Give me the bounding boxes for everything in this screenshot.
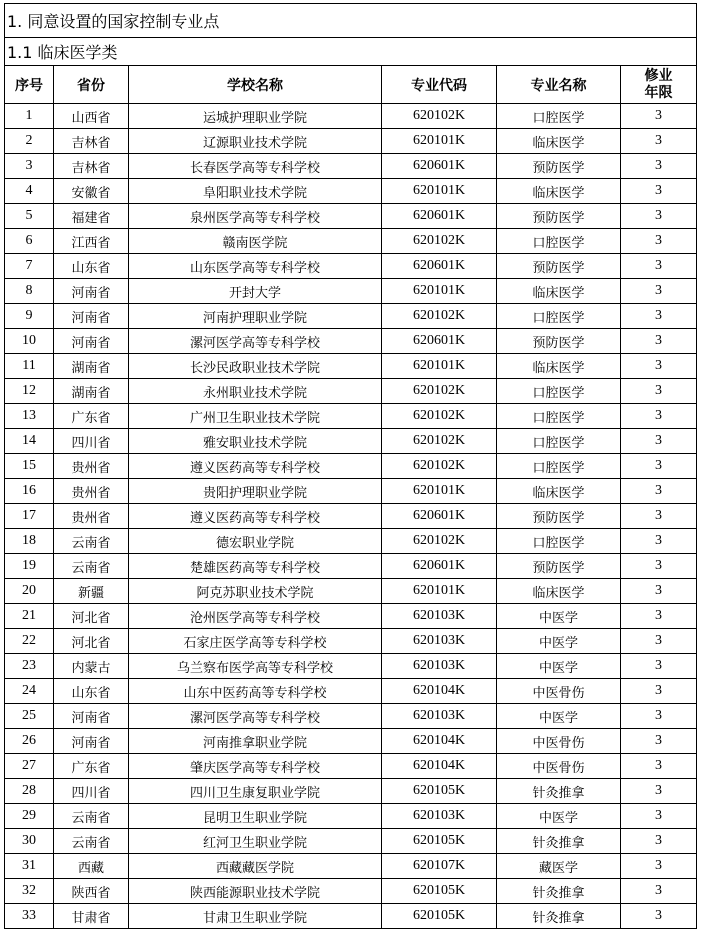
table-row — [5, 229, 697, 254]
cell-school: 阜阳职业技术学院 — [129, 179, 382, 204]
cell-province: 云南省 — [54, 804, 129, 829]
cell-major: 针灸推拿 — [497, 829, 621, 854]
table-row — [5, 429, 697, 454]
cell-school: 甘肃卫生职业学院 — [129, 904, 382, 929]
table-row — [5, 879, 697, 904]
cell-school: 山东医学高等专科学校 — [129, 254, 382, 279]
cell-code: 620103K — [382, 604, 497, 629]
cell-school: 四川卫生康复职业学院 — [129, 779, 382, 804]
table-row — [5, 629, 697, 654]
cell-major: 预防医学 — [497, 504, 621, 529]
cell-major: 中医骨伤 — [497, 679, 621, 704]
cell-code: 620102K — [382, 229, 497, 254]
cell-index: 33 — [5, 904, 54, 929]
cell-code: 620101K — [382, 579, 497, 604]
cell-years: 3 — [621, 204, 697, 229]
cell-years: 3 — [621, 529, 697, 554]
cell-code: 620101K — [382, 179, 497, 204]
cell-province: 西藏 — [54, 854, 129, 879]
cell-major: 口腔医学 — [497, 304, 621, 329]
cell-years: 3 — [621, 229, 697, 254]
cell-years: 3 — [621, 279, 697, 304]
header-major: 专业名称 — [497, 66, 621, 104]
cell-major: 临床医学 — [497, 179, 621, 204]
cell-province: 湖南省 — [54, 354, 129, 379]
cell-index: 22 — [5, 629, 54, 654]
table-row — [5, 179, 697, 204]
cell-index: 10 — [5, 329, 54, 354]
cell-province: 河南省 — [54, 729, 129, 754]
section-title-row — [5, 4, 697, 38]
cell-code: 620102K — [382, 104, 497, 129]
cell-major: 口腔医学 — [497, 404, 621, 429]
cell-major: 中医学 — [497, 704, 621, 729]
cell-code: 620102K — [382, 429, 497, 454]
cell-major: 临床医学 — [497, 279, 621, 304]
cell-major: 口腔医学 — [497, 454, 621, 479]
table-row — [5, 129, 697, 154]
table-row — [5, 904, 697, 929]
cell-province: 河北省 — [54, 629, 129, 654]
cell-school: 漯河医学高等专科学校 — [129, 329, 382, 354]
header-years-line1: 修业 — [644, 67, 673, 84]
cell-years: 3 — [621, 729, 697, 754]
cell-years: 3 — [621, 129, 697, 154]
cell-code: 620105K — [382, 879, 497, 904]
cell-major: 中医学 — [497, 604, 621, 629]
cell-code: 620103K — [382, 704, 497, 729]
cell-school: 泉州医学高等专科学校 — [129, 204, 382, 229]
table-row — [5, 304, 697, 329]
cell-school: 遵义医药高等专科学校 — [129, 454, 382, 479]
cell-school: 长春医学高等专科学校 — [129, 154, 382, 179]
cell-code: 620601K — [382, 154, 497, 179]
header-school: 学校名称 — [129, 66, 382, 104]
table-row — [5, 779, 697, 804]
cell-school: 德宏职业学院 — [129, 529, 382, 554]
cell-index: 16 — [5, 479, 54, 504]
cell-code: 620104K — [382, 754, 497, 779]
cell-school: 赣南医学院 — [129, 229, 382, 254]
cell-province: 广东省 — [54, 404, 129, 429]
cell-province: 福建省 — [54, 204, 129, 229]
table-row — [5, 754, 697, 779]
cell-school: 红河卫生职业学院 — [129, 829, 382, 854]
cell-major: 中医骨伤 — [497, 729, 621, 754]
cell-code: 620601K — [382, 329, 497, 354]
cell-school: 西藏藏医学院 — [129, 854, 382, 879]
cell-school: 贵阳护理职业学院 — [129, 479, 382, 504]
cell-index: 31 — [5, 854, 54, 879]
subsection-title-row — [5, 38, 697, 66]
header-code: 专业代码 — [382, 66, 497, 104]
table-row — [5, 329, 697, 354]
table-row — [5, 154, 697, 179]
cell-code: 620102K — [382, 379, 497, 404]
cell-code: 620601K — [382, 504, 497, 529]
cell-index: 19 — [5, 554, 54, 579]
cell-major: 临床医学 — [497, 354, 621, 379]
cell-code: 620105K — [382, 779, 497, 804]
cell-index: 11 — [5, 354, 54, 379]
cell-school: 石家庄医学高等专科学校 — [129, 629, 382, 654]
cell-school: 河南推拿职业学院 — [129, 729, 382, 754]
cell-years: 3 — [621, 254, 697, 279]
table-row — [5, 854, 697, 879]
cell-index: 28 — [5, 779, 54, 804]
cell-index: 9 — [5, 304, 54, 329]
cell-index: 12 — [5, 379, 54, 404]
cell-years: 3 — [621, 429, 697, 454]
table-row — [5, 704, 697, 729]
cell-major: 口腔医学 — [497, 429, 621, 454]
cell-major: 预防医学 — [497, 204, 621, 229]
cell-years: 3 — [621, 179, 697, 204]
cell-province: 山东省 — [54, 679, 129, 704]
cell-code: 620102K — [382, 404, 497, 429]
table-row — [5, 529, 697, 554]
cell-school: 陕西能源职业技术学院 — [129, 879, 382, 904]
cell-province: 河南省 — [54, 704, 129, 729]
cell-index: 14 — [5, 429, 54, 454]
cell-province: 湖南省 — [54, 379, 129, 404]
cell-years: 3 — [621, 679, 697, 704]
cell-major: 临床医学 — [497, 129, 621, 154]
cell-code: 620601K — [382, 554, 497, 579]
cell-province: 广东省 — [54, 754, 129, 779]
cell-major: 口腔医学 — [497, 229, 621, 254]
cell-index: 6 — [5, 229, 54, 254]
cell-years: 3 — [621, 329, 697, 354]
cell-index: 29 — [5, 804, 54, 829]
cell-major: 预防医学 — [497, 329, 621, 354]
table-row — [5, 404, 697, 429]
cell-school: 肇庆医学高等专科学校 — [129, 754, 382, 779]
cell-index: 30 — [5, 829, 54, 854]
cell-school: 辽源职业技术学院 — [129, 129, 382, 154]
cell-major: 藏医学 — [497, 854, 621, 879]
cell-years: 3 — [621, 879, 697, 904]
header-province: 省份 — [54, 66, 129, 104]
cell-years: 3 — [621, 779, 697, 804]
cell-code: 620101K — [382, 129, 497, 154]
cell-code: 620104K — [382, 729, 497, 754]
cell-code: 620103K — [382, 804, 497, 829]
cell-years: 3 — [621, 379, 697, 404]
cell-major: 中医骨伤 — [497, 754, 621, 779]
cell-years: 3 — [621, 854, 697, 879]
table-row — [5, 204, 697, 229]
cell-school: 阿克苏职业技术学院 — [129, 579, 382, 604]
cell-index: 5 — [5, 204, 54, 229]
program-table — [4, 3, 697, 929]
cell-code: 620101K — [382, 354, 497, 379]
cell-code: 620601K — [382, 254, 497, 279]
cell-major: 中医学 — [497, 629, 621, 654]
cell-years: 3 — [621, 354, 697, 379]
cell-province: 贵州省 — [54, 504, 129, 529]
cell-school: 沧州医学高等专科学校 — [129, 604, 382, 629]
cell-years: 3 — [621, 829, 697, 854]
cell-school: 运城护理职业学院 — [129, 104, 382, 129]
cell-province: 河南省 — [54, 329, 129, 354]
cell-index: 20 — [5, 579, 54, 604]
cell-major: 临床医学 — [497, 479, 621, 504]
cell-province: 江西省 — [54, 229, 129, 254]
cell-province: 新疆 — [54, 579, 129, 604]
table-row — [5, 104, 697, 129]
cell-index: 18 — [5, 529, 54, 554]
cell-major: 口腔医学 — [497, 529, 621, 554]
cell-major: 中医学 — [497, 804, 621, 829]
cell-province: 内蒙古 — [54, 654, 129, 679]
cell-code: 620103K — [382, 629, 497, 654]
cell-school: 广州卫生职业技术学院 — [129, 404, 382, 429]
cell-index: 1 — [5, 104, 54, 129]
cell-code: 620104K — [382, 679, 497, 704]
cell-school: 乌兰察布医学高等专科学校 — [129, 654, 382, 679]
cell-years: 3 — [621, 554, 697, 579]
header-years-line2: 年限 — [644, 84, 673, 101]
cell-province: 山西省 — [54, 104, 129, 129]
cell-province: 河南省 — [54, 279, 129, 304]
cell-major: 预防医学 — [497, 154, 621, 179]
cell-years: 3 — [621, 754, 697, 779]
table-row — [5, 654, 697, 679]
table-row — [5, 354, 697, 379]
table-row — [5, 729, 697, 754]
cell-school: 永州职业技术学院 — [129, 379, 382, 404]
cell-major: 口腔医学 — [497, 104, 621, 129]
table-row — [5, 454, 697, 479]
cell-years: 3 — [621, 629, 697, 654]
cell-index: 2 — [5, 129, 54, 154]
cell-school: 开封大学 — [129, 279, 382, 304]
cell-index: 25 — [5, 704, 54, 729]
cell-province: 安徽省 — [54, 179, 129, 204]
cell-index: 17 — [5, 504, 54, 529]
cell-code: 620601K — [382, 204, 497, 229]
cell-school: 山东中医药高等专科学校 — [129, 679, 382, 704]
cell-years: 3 — [621, 104, 697, 129]
cell-province: 吉林省 — [54, 154, 129, 179]
cell-index: 15 — [5, 454, 54, 479]
cell-code: 620103K — [382, 654, 497, 679]
cell-major: 预防医学 — [497, 254, 621, 279]
cell-code: 620101K — [382, 479, 497, 504]
cell-years: 3 — [621, 704, 697, 729]
cell-years: 3 — [621, 304, 697, 329]
cell-index: 21 — [5, 604, 54, 629]
cell-years: 3 — [621, 654, 697, 679]
cell-years: 3 — [621, 154, 697, 179]
table-row — [5, 829, 697, 854]
cell-index: 24 — [5, 679, 54, 704]
cell-index: 8 — [5, 279, 54, 304]
cell-school: 雅安职业技术学院 — [129, 429, 382, 454]
cell-province: 甘肃省 — [54, 904, 129, 929]
table-header-row — [5, 66, 697, 104]
cell-index: 3 — [5, 154, 54, 179]
cell-years: 3 — [621, 604, 697, 629]
cell-index: 32 — [5, 879, 54, 904]
cell-code: 620107K — [382, 854, 497, 879]
cell-province: 四川省 — [54, 779, 129, 804]
cell-province: 贵州省 — [54, 479, 129, 504]
cell-school: 昆明卫生职业学院 — [129, 804, 382, 829]
cell-index: 13 — [5, 404, 54, 429]
cell-index: 4 — [5, 179, 54, 204]
header-years — [621, 66, 697, 104]
table-row — [5, 554, 697, 579]
cell-school: 河南护理职业学院 — [129, 304, 382, 329]
cell-province: 云南省 — [54, 554, 129, 579]
cell-years: 3 — [621, 804, 697, 829]
document-page — [4, 3, 696, 929]
cell-major: 临床医学 — [497, 579, 621, 604]
table-row — [5, 504, 697, 529]
cell-years: 3 — [621, 579, 697, 604]
table-row — [5, 279, 697, 304]
cell-province: 吉林省 — [54, 129, 129, 154]
header-index: 序号 — [5, 66, 54, 104]
cell-major: 针灸推拿 — [497, 904, 621, 929]
cell-code: 620102K — [382, 304, 497, 329]
cell-index: 26 — [5, 729, 54, 754]
cell-major: 针灸推拿 — [497, 879, 621, 904]
cell-years: 3 — [621, 454, 697, 479]
cell-index: 7 — [5, 254, 54, 279]
cell-province: 四川省 — [54, 429, 129, 454]
table-row — [5, 679, 697, 704]
cell-index: 27 — [5, 754, 54, 779]
cell-code: 620105K — [382, 829, 497, 854]
cell-code: 620102K — [382, 529, 497, 554]
cell-code: 620101K — [382, 279, 497, 304]
cell-code: 620105K — [382, 904, 497, 929]
table-row — [5, 379, 697, 404]
cell-province: 河北省 — [54, 604, 129, 629]
subsection-title: 1.1 临床医学类 — [5, 38, 697, 66]
cell-school: 遵义医药高等专科学校 — [129, 504, 382, 529]
table-row — [5, 579, 697, 604]
cell-years: 3 — [621, 504, 697, 529]
section-title: 1. 同意设置的国家控制专业点 — [5, 4, 697, 38]
cell-province: 云南省 — [54, 829, 129, 854]
cell-years: 3 — [621, 404, 697, 429]
cell-province: 河南省 — [54, 304, 129, 329]
cell-province: 陕西省 — [54, 879, 129, 904]
cell-years: 3 — [621, 479, 697, 504]
cell-school: 漯河医学高等专科学校 — [129, 704, 382, 729]
table-row — [5, 804, 697, 829]
cell-index: 23 — [5, 654, 54, 679]
cell-major: 针灸推拿 — [497, 779, 621, 804]
table-row — [5, 604, 697, 629]
cell-province: 云南省 — [54, 529, 129, 554]
cell-code: 620102K — [382, 454, 497, 479]
cell-major: 预防医学 — [497, 554, 621, 579]
cell-school: 长沙民政职业技术学院 — [129, 354, 382, 379]
table-row — [5, 254, 697, 279]
cell-major: 口腔医学 — [497, 379, 621, 404]
cell-province: 山东省 — [54, 254, 129, 279]
cell-school: 楚雄医药高等专科学校 — [129, 554, 382, 579]
cell-province: 贵州省 — [54, 454, 129, 479]
cell-years: 3 — [621, 904, 697, 929]
cell-major: 中医学 — [497, 654, 621, 679]
table-row — [5, 479, 697, 504]
